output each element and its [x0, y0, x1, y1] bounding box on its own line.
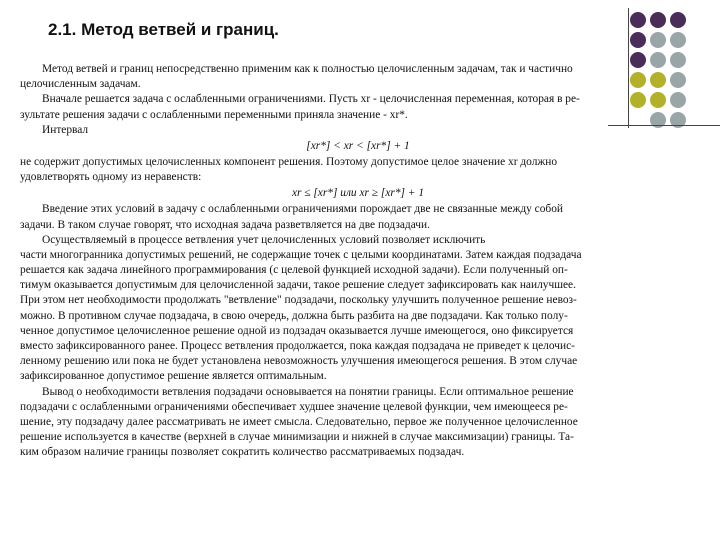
decorative-dot	[630, 32, 646, 48]
body-text	[20, 62, 696, 461]
text-line: решается как задача линейного программирования (с целевой функцией исходной задачи). Если полученный оп-	[20, 264, 568, 277]
decorative-dot	[650, 32, 666, 48]
decorative-dot	[630, 12, 646, 28]
paragraph-block-2	[20, 155, 696, 185]
text-line: вместо зафиксированного ранее. Процесс ветвления продолжается, пока каждая подзадача не приведет к целочис-	[20, 340, 575, 352]
decorative-dot	[670, 12, 686, 28]
text-line: задачи. В таком случае говорят, что исходная задача разветвляется на две подзадачи.	[20, 218, 430, 231]
text-line: удовлетворять одному из неравенств:	[20, 171, 202, 184]
text-line: Осуществляемый в процессе ветвления учет целочисленных условий позволяет исключить	[42, 233, 486, 246]
text-line: не содержит допустимых целочисленных компонент решения. Поэтому допустимое целое значение xr должно	[20, 155, 558, 168]
text-line: подзадачи с ослабленными ограничениями обеспечивает худшее значение целевой функции, чем имеющееся ре-	[20, 400, 568, 413]
text-line: можно. В противном случае подзадача, в свою очередь, должна быть разбита на две подзадачи. Как только полу-	[20, 309, 568, 322]
decorative-dot	[650, 12, 666, 28]
formula-inequalities: xr ≤ [xr*] или xr ≥ [xr*] + 1	[291, 187, 425, 200]
text-line: Интервал	[42, 123, 89, 136]
slide-title: 2.1. Метод ветвей и границ.	[48, 20, 279, 39]
text-line: ленному решению или пока не будет установлена невозможность улучшения имеющегося решения. В этом случае	[20, 355, 578, 368]
text-line: ким образом наличие границы позволяет сократить количество рассматриваемых подзадач.	[20, 446, 465, 459]
text-line: ченное допустимое целочисленное решение одной из подзадач оказывается лучше имеющегося, оно фиксируется	[20, 324, 574, 337]
text-line: целочисленным задачам.	[20, 78, 141, 91]
paragraph-block-3	[20, 202, 696, 460]
text-line: Метод ветвей и границ непосредственно применим как к полностью целочисленным задачам, так и частично	[42, 63, 573, 75]
text-line: зафиксированное допустимое решение является оптимальным.	[20, 370, 327, 383]
text-line: Введение этих условий в задачу с ослабленными ограничениями порождает две не связанные между собой	[42, 203, 564, 216]
decorative-dot	[670, 32, 686, 48]
text-line: решение используется в качестве (верхней в случае минимизации и нижней в случае максимизации) границы. Та-	[20, 431, 574, 444]
text-line: При этом нет необходимости продолжать "ветвление" подзадачи, поскольку улучшить полученное решение невоз-	[20, 294, 577, 307]
paragraph-block-1	[20, 62, 696, 138]
text-line: зультате решения задачи с ослабленными переменными приняла значение - xr*.	[20, 108, 408, 121]
formula-interval: [xr*] < xr < [xr*] + 1	[306, 139, 410, 152]
text-line: Вначале решается задача с ослабленными ограничениями. Пусть xr - целочисленная переменная, которая в ре-	[42, 93, 580, 106]
text-line: части многогранника допустимых решений, не содержащие точек с целыми координатами. Затем каждая подзадача	[20, 248, 582, 261]
text-line: шение, эту подзадачу далее рассматривать не имеет смысла. Следовательно, первое же полученное целочисленное	[20, 415, 578, 428]
text-line: Вывод о необходимости ветвления подзадачи основывается на понятии границы. Если оптимальное решение	[42, 385, 574, 398]
text-line: тимум оказывается допустимым для целочисленной задачи, такое решение следует зафиксировать как наилучшее.	[20, 279, 576, 292]
